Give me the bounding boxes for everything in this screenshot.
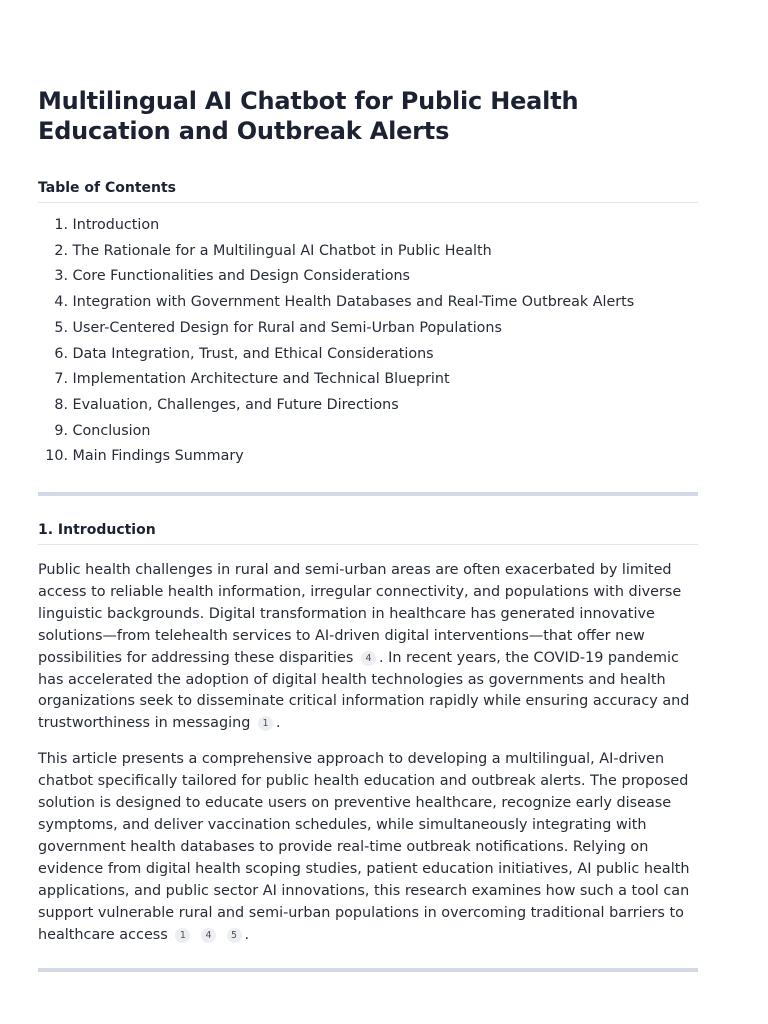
- toc-item-number: 5.: [54, 319, 68, 336]
- citation-badge[interactable]: 1: [258, 716, 273, 731]
- toc-item-label[interactable]: Main Findings Summary: [72, 448, 244, 465]
- citation-badge[interactable]: 1: [175, 928, 190, 943]
- toc-item-number: 3.: [54, 268, 68, 285]
- toc-item-number: 6.: [54, 345, 68, 362]
- paragraph-text: . In recent years, the COVID-19 pandemic has accelerated the adoption of digital health technologies as governments and health organizations seek to disseminate critical information rapidly while ensuring accuracy and trustworthiness in messaging: [38, 649, 690, 732]
- toc-item-number: 2.: [54, 242, 68, 259]
- table-of-contents: [38, 213, 698, 470]
- paragraph-text: This article presents a comprehensive approach to developing a multilingual, AI-driven chatbot specifically tailored for public health education and outbreak alerts. The proposed solution is designed to educate users on preventive healthcare, recognize early disease symptoms, and deliver vaccination schedules, while simultaneously integrating with government health databases to provide real-time outbreak notifications. Relying on evidence from digital health scoping studies, patient education initiatives, AI public health applications, and public sector AI innovations, this research examines how such a tool can support vulnerable rural and semi-urban populations in overcoming traditional barriers to healthcare access: [38, 751, 690, 943]
- toc-item-label[interactable]: The Rationale for a Multilingual AI Chatbot in Public Health: [72, 242, 492, 259]
- paragraph-text: .: [244, 926, 250, 943]
- intro-paragraph-2: [38, 749, 698, 946]
- paragraph-text: Public health challenges in rural and semi-urban areas are often exacerbated by limited access to reliable health information, irregular connectivity, and populations with diverse linguistic backgrounds. Digital transformation in healthcare has generated innovative solutions—from telehealth services to AI-driven digital interventions—that offer new possibilities for addressing these disparities: [38, 562, 682, 666]
- toc-item-number: 1.: [54, 217, 68, 233]
- toc-item-label[interactable]: User-Centered Design for Rural and Semi-Urban Populations: [72, 319, 502, 336]
- toc-item-label[interactable]: Core Functionalities and Design Considerations: [72, 268, 410, 285]
- citation-badge[interactable]: 5: [227, 928, 242, 943]
- toc-item-number: 4.: [54, 294, 68, 311]
- section-divider: [38, 968, 698, 972]
- toc-heading: Table of Contents: [38, 180, 698, 203]
- toc-item[interactable]: [38, 393, 698, 419]
- toc-item-label[interactable]: Integration with Government Health Databases and Real-Time Outbreak Alerts: [72, 294, 635, 311]
- introduction-heading: 1. Introduction: [38, 522, 698, 545]
- toc-item[interactable]: [38, 419, 698, 445]
- toc-item-number: 9.: [54, 422, 68, 439]
- toc-item[interactable]: [38, 264, 698, 290]
- toc-item[interactable]: [38, 444, 698, 470]
- toc-item-number: 7.: [54, 371, 68, 388]
- toc-item[interactable]: [38, 290, 698, 316]
- intro-paragraph-1: [38, 560, 698, 735]
- toc-item[interactable]: [38, 316, 698, 342]
- page-title: Multilingual AI Chatbot for Public Health Education and Outbreak Alerts: [38, 87, 579, 145]
- paragraph-text: .: [275, 715, 281, 732]
- toc-item-label[interactable]: Conclusion: [72, 422, 151, 439]
- toc-item-label[interactable]: Evaluation, Challenges, and Future Directions: [72, 396, 399, 413]
- toc-item-label[interactable]: Implementation Architecture and Technical Blueprint: [72, 371, 450, 388]
- section-divider: [38, 492, 698, 496]
- toc-item[interactable]: [38, 213, 698, 239]
- toc-item-label[interactable]: Data Integration, Trust, and Ethical Considerations: [72, 345, 434, 362]
- toc-item-number: 10.: [45, 448, 68, 465]
- toc-item-label[interactable]: Introduction: [72, 217, 160, 233]
- citation-badge[interactable]: 4: [361, 651, 376, 666]
- toc-item[interactable]: [38, 342, 698, 368]
- toc-item[interactable]: [38, 367, 698, 393]
- toc-item-number: 8.: [54, 396, 68, 413]
- toc-item[interactable]: [38, 239, 698, 265]
- citation-badge[interactable]: 4: [201, 928, 216, 943]
